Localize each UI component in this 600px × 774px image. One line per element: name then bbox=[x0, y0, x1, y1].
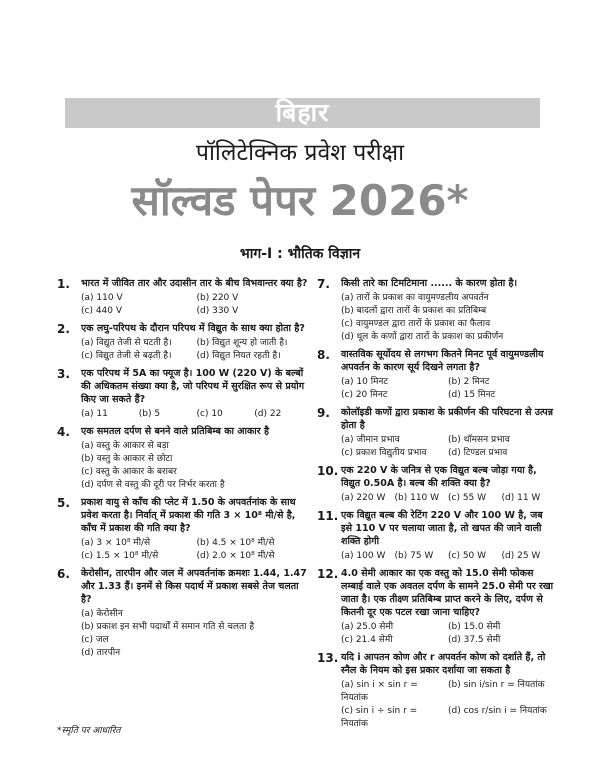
answer-option: (a) 110 V bbox=[81, 293, 123, 303]
question-item bbox=[57, 567, 312, 660]
answer-option: (b) 75 W bbox=[394, 551, 434, 561]
question-item bbox=[57, 496, 312, 563]
question-number: 8. bbox=[317, 348, 330, 362]
answer-option: (a) 100 W bbox=[341, 551, 386, 561]
answer-option: (b) वस्तु के आकार से छोटा bbox=[81, 454, 173, 464]
question-text: वास्तविक सूर्योदय से लगभग कितने मिनट पूर्व वायुमण्डलीय अपवर्तन के कारण सूर्य दिखने लगता है? bbox=[341, 349, 544, 373]
answer-option: (b) 15.0 सेमी bbox=[448, 622, 501, 632]
answer-option: (c) 50 W bbox=[448, 551, 487, 561]
question-text: भारत में जीवित तार और उदासीन तार के बीच विभवान्तर क्या है? bbox=[81, 278, 308, 289]
question-item bbox=[317, 567, 555, 647]
answer-option: (a) वस्तु के आकार से बड़ा bbox=[81, 441, 169, 451]
question-text: एक लघु-परिपथ के दौरान परिपथ में विद्युत के साथ क्या होता है? bbox=[81, 323, 305, 334]
question-item bbox=[57, 425, 312, 492]
option-list bbox=[341, 292, 555, 344]
answer-option: (c) 20 मिनट bbox=[341, 390, 388, 400]
question-number: 9. bbox=[317, 406, 330, 420]
answer-option: (d) 22 bbox=[254, 409, 282, 419]
answer-option: (c) प्रकाश विद्युतीय प्रभाव bbox=[341, 448, 427, 458]
option-list bbox=[81, 440, 312, 492]
option-list bbox=[341, 621, 555, 647]
exam-subtitle: पॉलिटेक्निक प्रवेश परीक्षा bbox=[195, 140, 405, 166]
footnote: *स्मृति पर आधारित bbox=[57, 726, 121, 736]
question-number: 4. bbox=[57, 425, 70, 439]
question-number: 12. bbox=[317, 567, 339, 581]
answer-option: (d) धूल के कणों द्वारा तारों के प्रकाश का प्रकीर्णन bbox=[341, 332, 504, 342]
question-text: एक परिपथ में 5A का फ्यूज है। 100 W (220 V) के बल्बों की अधिकतम संख्या क्या है, जो परिपथ में सुरक्षित रूप से प्रयोग किए जा सकते हैं? bbox=[81, 368, 305, 405]
answer-option: (b) बादलों द्वारा तारों के प्रकाश का प्रतिबिम्ब bbox=[341, 306, 487, 316]
answer-option: (c) वस्तु के आकार के बराबर bbox=[81, 467, 177, 477]
option-list bbox=[341, 550, 555, 563]
question-number: 10. bbox=[317, 464, 339, 478]
question-item bbox=[317, 651, 555, 731]
question-item bbox=[57, 367, 312, 421]
answer-option: (d) 25 W bbox=[501, 551, 541, 561]
answer-option: (d) दर्पण से वस्तु की दूरी पर निर्भर करता है bbox=[81, 480, 225, 490]
answer-option: (b) 110 W bbox=[394, 493, 440, 503]
option-list bbox=[81, 337, 312, 363]
answer-option: (b) प्रकाश इन सभी पदार्थों में समान गति से चलता है bbox=[81, 622, 255, 632]
question-item bbox=[317, 406, 555, 460]
question-item bbox=[317, 348, 555, 402]
question-number: 6. bbox=[57, 567, 70, 581]
option-list bbox=[81, 292, 312, 318]
question-text: किसी तारे का टिमटिमाना ...... के कारण होता है। bbox=[341, 278, 518, 289]
paper-title: सॉल्वड पेपर 2026* bbox=[131, 176, 469, 225]
answer-option: (c) 10 bbox=[196, 409, 223, 419]
answer-option: (d) टिण्डल प्रभाव bbox=[448, 448, 508, 458]
option-list bbox=[341, 492, 555, 505]
answer-option: (a) जीमान प्रभाव bbox=[341, 435, 400, 445]
answer-option: (b) थॉमसन प्रभाव bbox=[448, 435, 510, 445]
answer-option: (c) विद्युत तेजी से बढ़ती है। bbox=[81, 351, 172, 361]
question-item bbox=[317, 509, 555, 563]
option-list bbox=[81, 408, 312, 421]
answer-option: (d) 11 W bbox=[501, 493, 541, 503]
question-number: 2. bbox=[57, 322, 70, 336]
answer-option: (a) केरोसीन bbox=[81, 609, 123, 619]
answer-option: (d) तारपीन bbox=[81, 648, 121, 658]
option-list bbox=[341, 376, 555, 402]
question-item bbox=[57, 277, 312, 318]
answer-option: (a) 220 W bbox=[341, 493, 386, 503]
answer-option: (b) 220 V bbox=[196, 293, 239, 303]
answer-option: (a) 10 मिनट bbox=[341, 377, 388, 387]
question-number: 3. bbox=[57, 367, 70, 381]
answer-option: (c) 55 W bbox=[448, 493, 487, 503]
question-text: कोलॉइडी कणों द्वारा प्रकाश के प्रकीर्णन की परिघटना से उत्पन्न होता है bbox=[341, 407, 554, 431]
answer-option: (c) जल bbox=[81, 635, 109, 645]
answer-option: (c) sin i ÷ sin r = नियतांक bbox=[341, 706, 418, 729]
question-number: 7. bbox=[317, 277, 330, 291]
option-list bbox=[81, 537, 312, 563]
answer-option: (d) 330 V bbox=[196, 306, 239, 316]
banner-title: बिहार bbox=[275, 98, 330, 127]
answer-option: (c) 21.4 सेमी bbox=[341, 635, 393, 645]
question-number: 5. bbox=[57, 496, 70, 510]
question-item bbox=[317, 277, 555, 344]
question-text: यदि i आपतन कोण और r अपवर्तन कोण को दर्शाते हैं, तो स्नैल के नियम को इस प्रकार दर्शाया जा सकता है bbox=[341, 652, 546, 676]
question-text: एक विद्युत बल्ब की रेटिंग 220 V और 100 W है, जब इसे 110 V पर चलाया जाता है, तो खपत की जाने वाली शक्ति होगी bbox=[341, 510, 543, 547]
answer-option: (b) 2 मिनट bbox=[448, 377, 490, 387]
answer-option: (d) 2.0 × 10⁸ मी/से bbox=[196, 551, 275, 561]
state-banner bbox=[65, 98, 540, 128]
answer-option: (a) 25.0 सेमी bbox=[341, 622, 394, 632]
answer-option: (a) 3 × 10⁸ मी/से bbox=[81, 538, 151, 548]
question-text: 4.0 सेमी आकार का एक वस्तु को 15.0 सेमी फोकस लम्बाई वाले एक अवतल दर्पण के सामने 25.0 सेमी पर रखा जाता है। एक तीक्ष्ण प्रतिबिम्ब प्राप्त करने के लिए, दर्पण से कितनी दूर एक पटल रखा जाना चाहिए? bbox=[341, 568, 554, 618]
answer-option: (b) विद्युत शून्य हो जाती है। bbox=[196, 338, 288, 348]
answer-option: (d) 37.5 सेमी bbox=[448, 635, 501, 645]
answer-option: (a) विद्युत तेजी से घटती है। bbox=[81, 338, 172, 348]
question-number: 1. bbox=[57, 277, 70, 291]
question-text: एक 220 V के जनित्र से एक विद्युत बल्ब जोड़ा गया है, विद्युत 0.50A है। बल्ब की शक्ति क्या है? bbox=[341, 465, 537, 489]
answer-option: (b) sin i/sin r = नियतांक bbox=[448, 680, 545, 690]
answer-option: (c) 1.5 × 10⁸ मी/से bbox=[81, 551, 159, 561]
option-list bbox=[341, 434, 555, 460]
question-text: केरोसीन, तारपीन और जल में अपवर्तनांक क्रमशः 1.44, 1.47 और 1.33 हैं। इनमें से किस पदार्थ में प्रकाश सबसे तेज चलता है? bbox=[81, 568, 307, 605]
question-item bbox=[317, 464, 555, 505]
option-list bbox=[81, 608, 312, 660]
answer-option: (b) 4.5 × 10⁸ मी/से bbox=[196, 538, 275, 548]
right-column bbox=[317, 277, 555, 735]
answer-option: (b) 5 bbox=[138, 409, 161, 419]
answer-option: (a) 11 bbox=[81, 409, 108, 419]
answer-option: (d) 15 मिनट bbox=[448, 390, 496, 400]
question-number: 11. bbox=[317, 509, 339, 523]
answer-option: (a) sin i × sin r = नियतांक bbox=[341, 680, 418, 703]
question-number: 13. bbox=[317, 651, 339, 665]
answer-option: (d) विद्युत नियत रहती है। bbox=[196, 351, 281, 361]
question-text: प्रकाश वायु से काँच की प्लेट में 1.50 के अपवर्तनांक के साथ प्रवेश करता है। निर्वात् में प्रकाश की गति 3 × 10⁸ मी/से है, काँच में प्रकाश की गति क्या है? bbox=[81, 497, 296, 534]
section-heading: भाग-I : भौतिक विज्ञान bbox=[239, 246, 361, 262]
answer-option: (c) 440 V bbox=[81, 306, 123, 316]
option-list bbox=[341, 679, 555, 731]
answer-option: (c) वायुमण्डल द्वारा तारों के प्रकाश का फैलाव bbox=[341, 319, 491, 329]
answer-option: (d) cos r/sin i = नियतांक bbox=[448, 706, 547, 716]
answer-option: (a) तारों के प्रकाश का वायुमण्डलीय अपवर्तन bbox=[341, 293, 489, 303]
question-item bbox=[57, 322, 312, 363]
question-text: एक समतल दर्पण से बनने वाले प्रतिबिम्ब का आकार है bbox=[81, 426, 269, 437]
left-column bbox=[57, 277, 312, 664]
